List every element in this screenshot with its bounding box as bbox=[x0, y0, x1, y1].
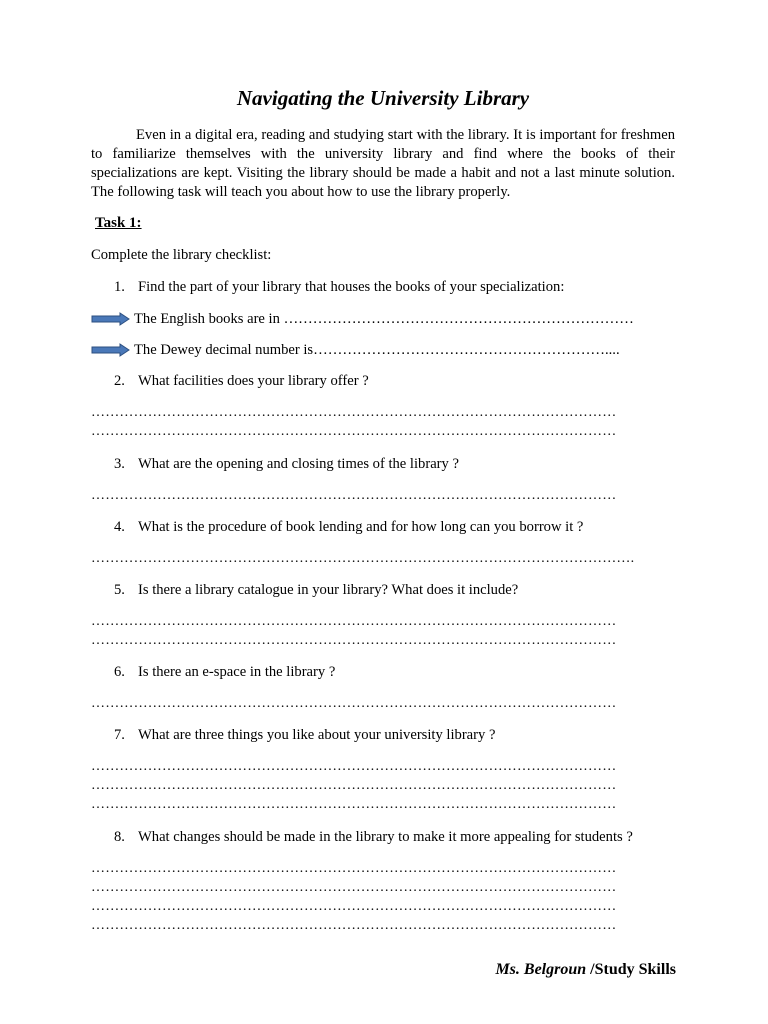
right-arrow-icon bbox=[91, 312, 130, 326]
question-number: 6. bbox=[114, 664, 125, 680]
question-text: What is the procedure of book lending and for how long can you borrow it ? bbox=[138, 519, 584, 535]
answer-line: ………………………………………………………………………………………………… bbox=[91, 880, 617, 895]
answer-line: ………………………………………………………………………………………………… bbox=[91, 797, 617, 812]
answer-line: ………………………………………………………………………………………………… bbox=[91, 861, 617, 876]
course-name: Study Skills bbox=[594, 961, 676, 978]
answer-line: ………………………………………………………………………………………………… bbox=[91, 424, 617, 439]
page-title: Navigating the University Library bbox=[236, 86, 530, 110]
footer-signature bbox=[495, 961, 676, 979]
question-2 bbox=[114, 373, 369, 390]
question-text: What changes should be made in the library to make it more appealing for students ? bbox=[138, 829, 633, 845]
author-name: Ms. Belgroun bbox=[495, 961, 587, 978]
question-number: 7. bbox=[114, 727, 125, 743]
answer-line: ………………………………………………………………………………………………… bbox=[91, 633, 617, 648]
answer-line: ………………………………………………………………………………………………… bbox=[91, 488, 617, 503]
intro-paragraph bbox=[91, 126, 675, 202]
question-number: 3. bbox=[114, 456, 125, 472]
sub-item-label: The Dewey decimal number is bbox=[134, 342, 314, 358]
question-1 bbox=[114, 279, 564, 296]
question-number: 4. bbox=[114, 519, 125, 535]
sub-item-dewey-number bbox=[91, 342, 620, 359]
question-number: 1. bbox=[114, 279, 125, 295]
question-number: 2. bbox=[114, 373, 125, 389]
answer-dots: ……………………………………………………………… bbox=[283, 311, 634, 327]
answer-dots: …………………………………………………….... bbox=[313, 342, 620, 358]
answer-line: ………………………………………………………………………………………………… bbox=[91, 759, 617, 774]
sub-item-label: The English books are in bbox=[134, 311, 284, 327]
intro-text: Even in a digital era, reading and studying start with the library. It is important for freshmen to familiarize themselves with the university library and find where the books of their specializations are kept. Visiting the library should be made a habit and not a last minute solution. The following task will teach you about how to use the library properly. bbox=[91, 127, 675, 200]
answer-line: ………………………………………………………………………………………………… bbox=[91, 614, 617, 629]
question-4 bbox=[114, 519, 583, 536]
right-arrow-icon bbox=[91, 343, 130, 357]
question-text: What facilities does your library offer ? bbox=[138, 373, 369, 389]
answer-line: ………………………………………………………………………………………………… bbox=[91, 918, 617, 933]
question-number: 8. bbox=[114, 829, 125, 845]
question-text: Is there a library catalogue in your library? What does it include? bbox=[138, 582, 519, 598]
question-text: What are three things you like about your university library ? bbox=[138, 727, 496, 743]
question-8 bbox=[114, 829, 633, 846]
question-3 bbox=[114, 456, 459, 473]
question-text: What are the opening and closing times of the library ? bbox=[138, 456, 459, 472]
answer-line: ………………………………………………………………………………………………… bbox=[91, 778, 617, 793]
footer-separator: / bbox=[586, 961, 595, 978]
question-5 bbox=[114, 582, 518, 599]
question-7 bbox=[114, 727, 495, 744]
question-number: 5. bbox=[114, 582, 125, 598]
question-text: Find the part of your library that houses the books of your specialization: bbox=[138, 279, 565, 295]
question-text: Is there an e-space in the library ? bbox=[138, 664, 336, 680]
answer-line: ………………………………………………………………………………………………… bbox=[91, 405, 617, 420]
question-6 bbox=[114, 664, 335, 681]
checklist-instruction: Complete the library checklist: bbox=[91, 247, 272, 263]
answer-line: ……………………………………………………………………………………………………. bbox=[91, 551, 635, 566]
answer-line: ………………………………………………………………………………………………… bbox=[91, 899, 617, 914]
answer-line: ………………………………………………………………………………………………… bbox=[91, 696, 617, 711]
task-heading: Task 1: bbox=[95, 215, 142, 231]
sub-item-english-books bbox=[91, 311, 634, 328]
